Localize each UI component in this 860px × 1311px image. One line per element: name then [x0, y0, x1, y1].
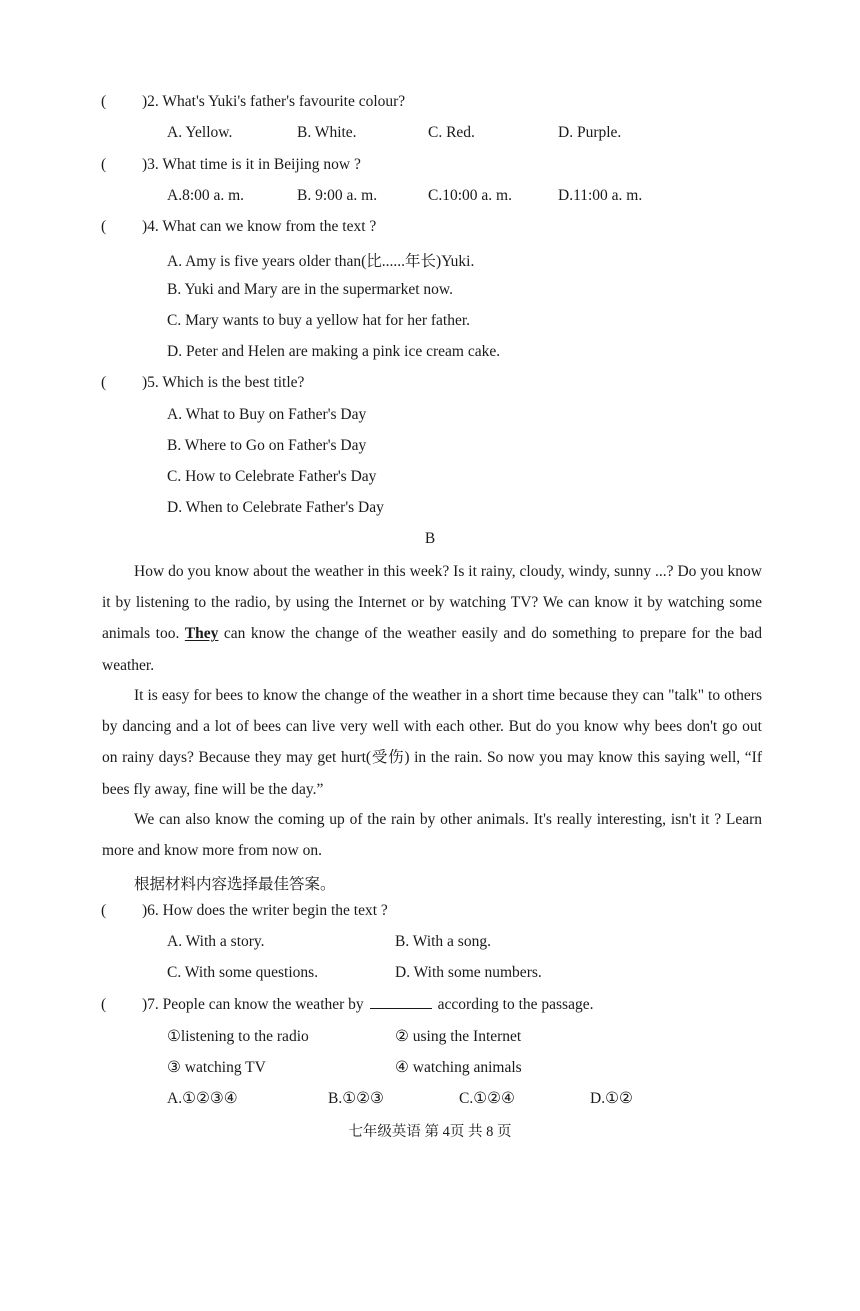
question-5: )5. Which is the best title?: [142, 374, 305, 391]
q3-option-d: D.11:00 a. m.: [558, 187, 643, 204]
q7-item-4: ④ watching animals: [395, 1059, 522, 1076]
q5-option-c: C. How to Celebrate Father's Day: [167, 468, 377, 485]
q2-option-b: B. White.: [297, 124, 357, 141]
question-3: )3. What time is it in Beijing now ?: [142, 156, 361, 173]
q7-option-b: B.①②③: [328, 1090, 384, 1107]
paragraph-3-text: We can also know the coming up of the rain by other animals. It's really interesting, isn't it ? Learn more and know more from now on.: [102, 811, 762, 860]
answer-paren-q4[interactable]: (: [101, 218, 107, 235]
q5-option-b: B. Where to Go on Father's Day: [167, 437, 367, 454]
q2-option-c: C. Red.: [428, 124, 475, 141]
q3-option-a: A.8:00 a. m.: [167, 187, 245, 204]
question-7-text: )7. People can know the weather by: [142, 996, 364, 1013]
q7-option-d: D.①②: [590, 1090, 633, 1107]
question-7-text-end: according to the passage.: [437, 996, 594, 1013]
question-2: )2. What's Yuki's father's favourite colour?: [142, 93, 406, 110]
section-heading-b: B: [424, 530, 436, 547]
q3-option-b: B. 9:00 a. m.: [297, 187, 378, 204]
underlined-word: They: [184, 625, 219, 643]
q2-option-d: D. Purple.: [558, 124, 622, 141]
answer-paren-q6[interactable]: (: [101, 902, 107, 919]
q4-option-c: C. Mary wants to buy a yellow hat for her father.: [167, 312, 471, 329]
passage-paragraph-1: [102, 556, 762, 681]
paragraph-2-text: It is easy for bees to know the change of the weather in a short time because they can "talk" to others by dancing and a lot of bees can live very well with each other. But do you know why bees don't go out on rainy days? Because they may get hurt(受伤) in the rain. So now you may know this saying well, “If bees fly away, fine will be the day.”: [102, 687, 762, 798]
q7-item-1: ①listening to the radio: [167, 1028, 309, 1045]
answer-blank[interactable]: [370, 996, 432, 1009]
q4-option-d: D. Peter and Helen are making a pink ice cream cake.: [167, 343, 501, 360]
q5-option-a: A. What to Buy on Father's Day: [167, 406, 367, 423]
q3-option-c: C.10:00 a. m.: [428, 187, 512, 204]
answer-paren-q2[interactable]: (: [101, 93, 107, 110]
question-4: )4. What can we know from the text ?: [142, 218, 377, 235]
q6-option-d: D. With some numbers.: [395, 964, 542, 981]
paragraph-1-text-end: can know the change of the weather easily and do something to prepare for the bad weather.: [102, 625, 762, 674]
answer-paren-q7[interactable]: (: [101, 996, 107, 1013]
q7-option-c: C.①②④: [459, 1090, 515, 1107]
answer-paren-q3[interactable]: (: [101, 156, 107, 173]
passage-paragraph-3: [102, 804, 762, 866]
q6-option-a: A. With a story.: [167, 933, 265, 950]
passage-paragraph-2: [102, 680, 762, 805]
q7-option-a: A.①②③④: [167, 1090, 238, 1107]
q5-option-d: D. When to Celebrate Father's Day: [167, 499, 384, 516]
q6-option-b: B. With a song.: [395, 933, 491, 950]
instruction-text: 根据材料内容选择最佳答案。: [134, 876, 336, 893]
page-footer: 七年级英语 第 4页 共 8 页: [348, 1124, 512, 1140]
q4-option-b: B. Yuki and Mary are in the supermarket now.: [167, 281, 453, 298]
q4-option-a: A. Amy is five years older than(比......年长)Yuki.: [167, 253, 475, 270]
question-7: [142, 996, 593, 1014]
q7-item-3: ③ watching TV: [167, 1059, 266, 1076]
q2-option-a: A. Yellow.: [167, 124, 233, 141]
answer-paren-q5[interactable]: (: [101, 374, 107, 391]
q7-item-2: ② using the Internet: [395, 1028, 522, 1045]
paragraph-1-text: How do you know about the weather in this week? Is it rainy, cloudy, windy, sunny ...? Do you know it by listening to the radio, by using the Internet or by watching TV? We can know it by watching some animals too.: [102, 563, 762, 643]
q6-option-c: C. With some questions.: [167, 964, 319, 981]
question-6: )6. How does the writer begin the text ?: [142, 902, 388, 919]
